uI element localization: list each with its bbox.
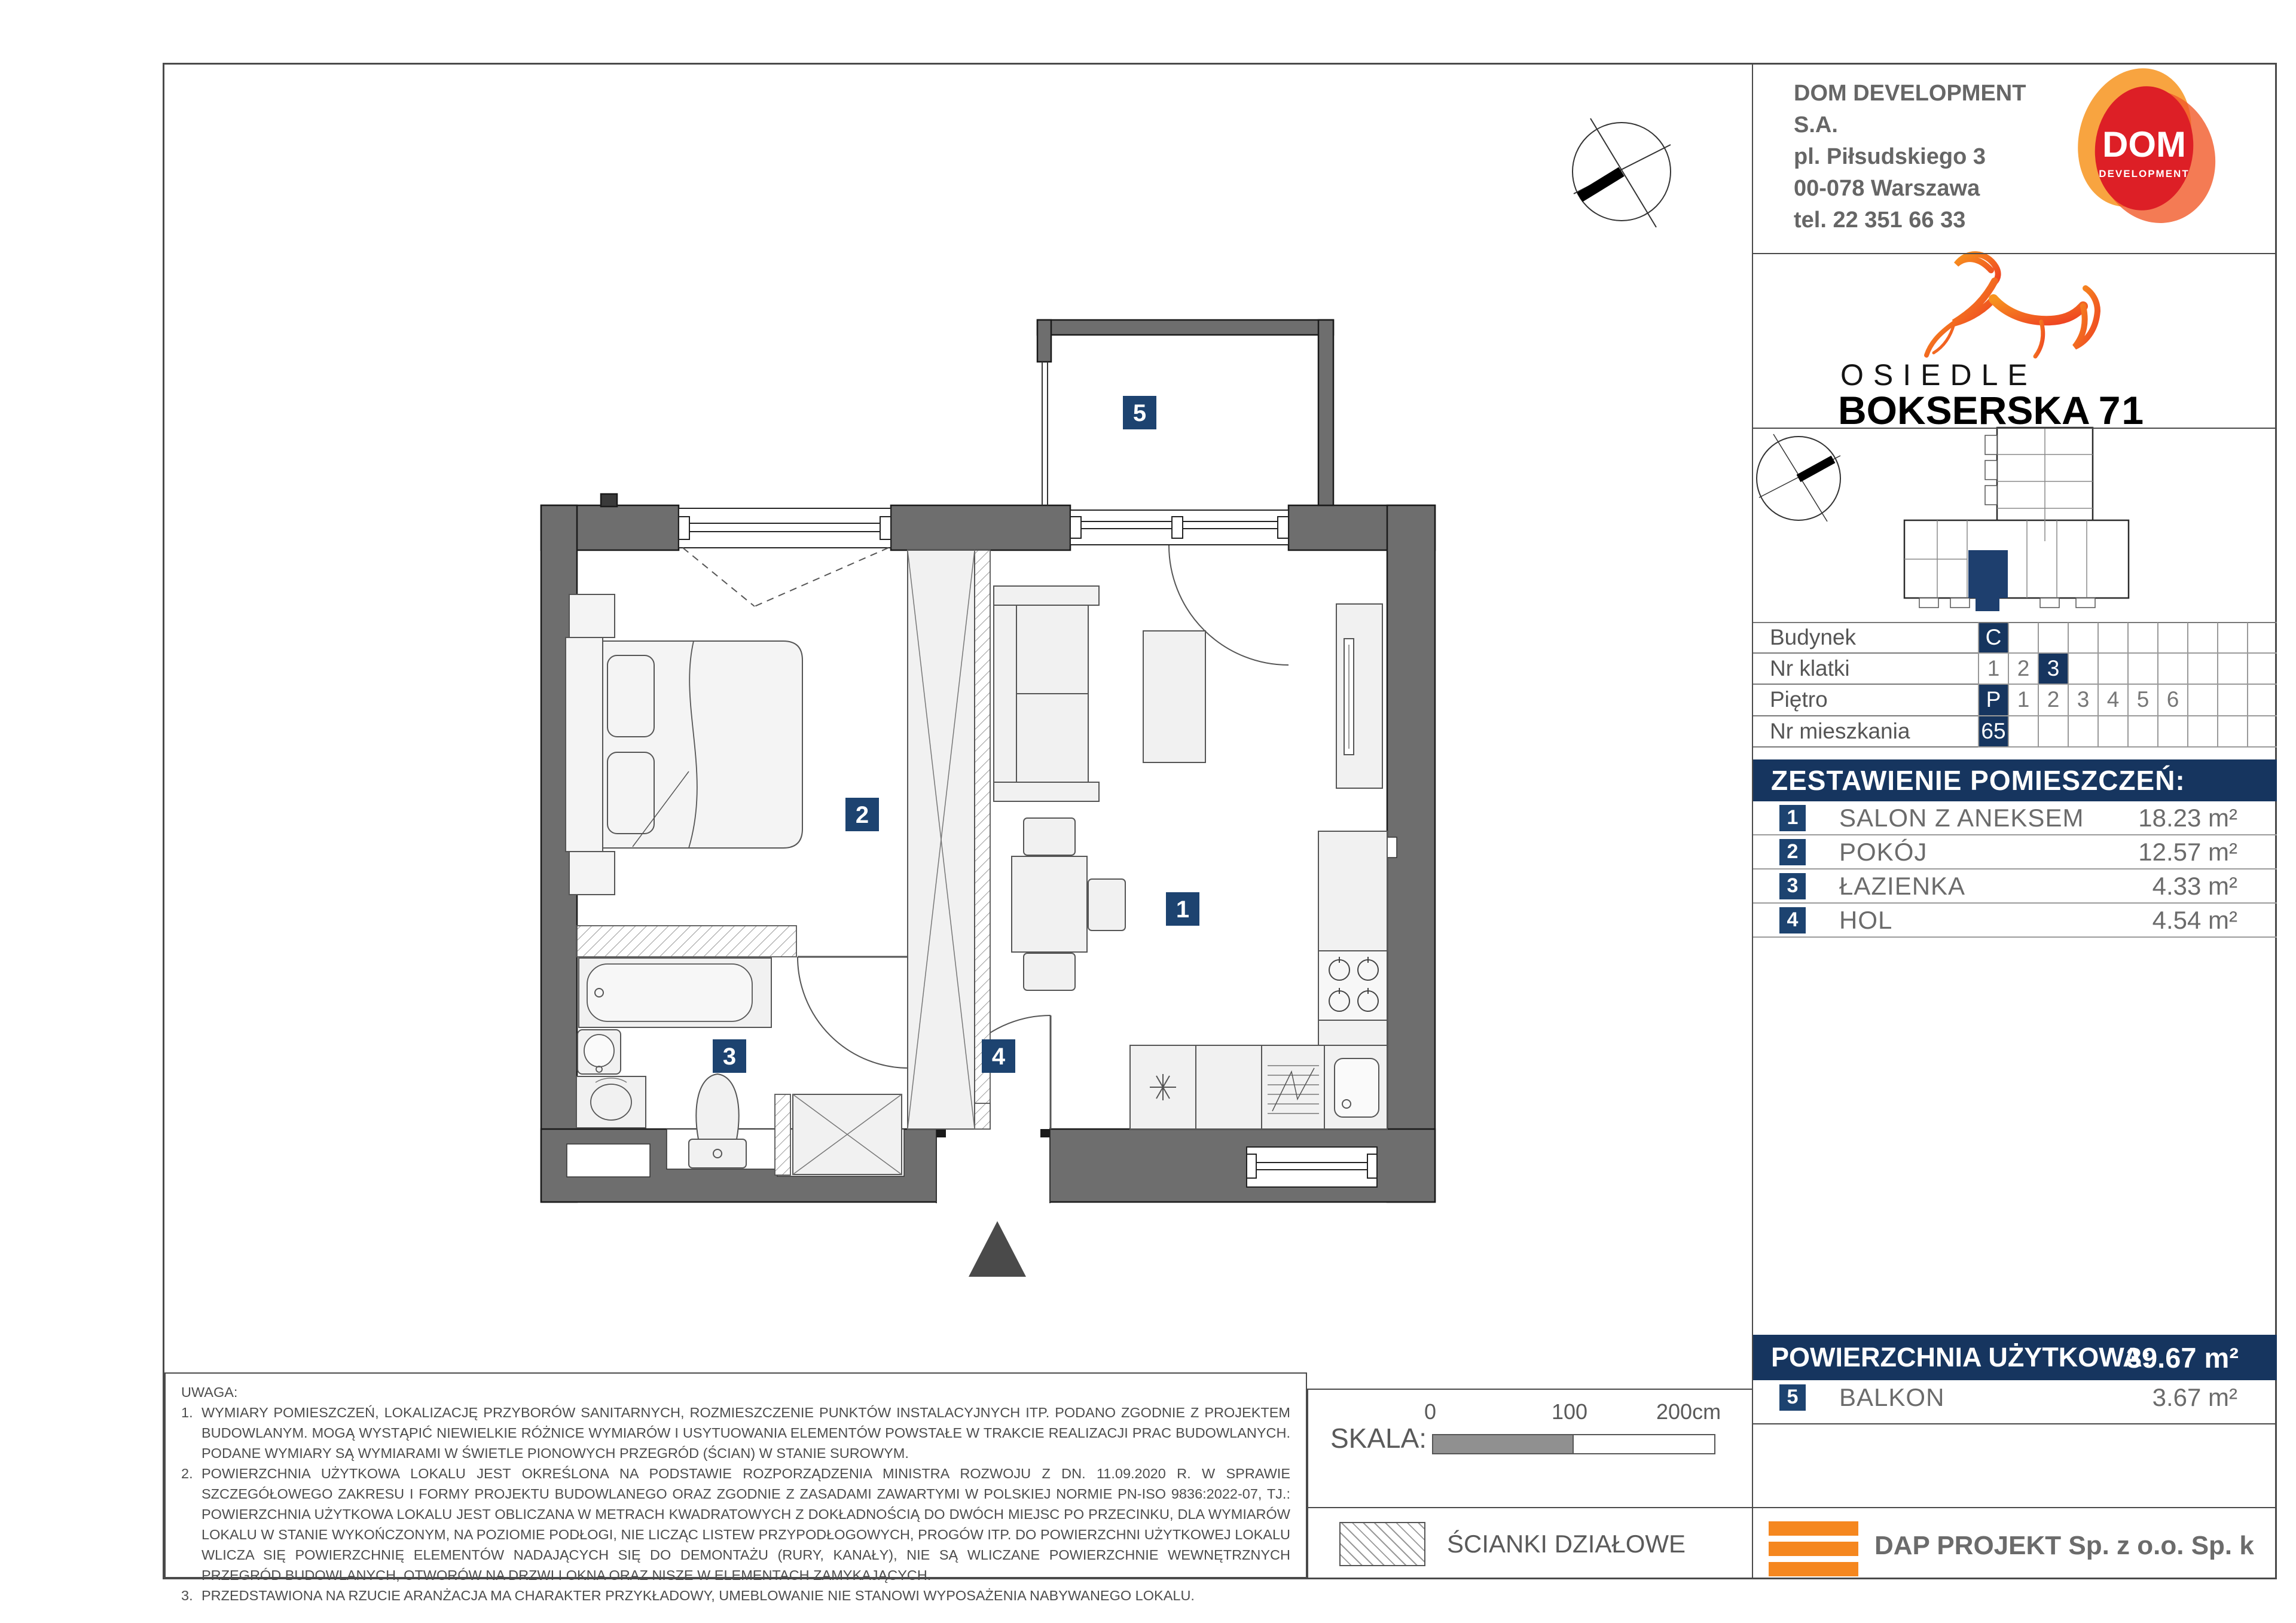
cell-pietro-selected[interactable]: P: [1978, 685, 2008, 716]
scale-label: SKALA:: [1330, 1423, 1427, 1454]
designer-name: DAP PROJEKT Sp. z o.o. Sp. k: [1874, 1531, 2254, 1560]
company-address-2: 00-078 Warszawa: [1794, 176, 1980, 201]
room-area: 12.57 m²: [2138, 837, 2237, 866]
room-area: 4.54 m²: [2152, 905, 2237, 934]
room-area: 18.23 m²: [2138, 803, 2237, 832]
partition-wall-label: ŚCIANKI DZIAŁOWE: [1447, 1530, 1686, 1558]
room-name: HOL: [1839, 905, 1893, 934]
room-name: SALON Z ANEKSEM: [1839, 803, 2084, 832]
company-phone: tel. 22 351 66 33: [1794, 208, 1966, 233]
balcony-row: [1753, 1380, 2277, 1414]
svg-text:4: 4: [991, 1044, 1006, 1070]
rooms-header: ZESTAWIENIE POMIESZCZEŃ:: [1753, 759, 2277, 801]
room-area: 4.33 m²: [2152, 871, 2237, 900]
svg-text:1: 1: [1176, 896, 1190, 923]
cell-klatka-selected[interactable]: 3: [2038, 654, 2068, 685]
dap-logo: [1769, 1521, 1858, 1576]
room-no-badge: 3: [1779, 873, 1806, 899]
scale-tick-100: 100: [1552, 1399, 1588, 1424]
cell-mieszkanie-nr[interactable]: 65: [1978, 716, 2008, 748]
balcony-name: BALKON: [1839, 1383, 1945, 1411]
project-number: 71: [2098, 388, 2145, 432]
company-name: DOM DEVELOPMENT S.A.: [1794, 81, 2026, 138]
project-prefix: OSIEDLE: [1840, 358, 2037, 392]
scale-tick-200: 200cm: [1656, 1399, 1721, 1424]
svg-text:5: 5: [1132, 400, 1147, 426]
notes-title: UWAGA:: [181, 1384, 238, 1400]
svg-text:3: 3: [722, 1044, 737, 1070]
note-item: 1. WYMIARY POMIESZCZEŃ, LOKALIZACJĘ PRZYBORÓW SANITARNYCH, ROZMIESZCZENIE PUNKTÓW INSTALACYJNYCH ITP. PODANO ZGODNIE Z PROJEKTEM BUDOWLANYM. MOGĄ WYSTĄPIĆ NIEWIELKIE RÓŻNICE WYMIARÓW I USYTUOWANIA ELEMENTÓW POWSTAŁE W TRAKCIE REALIZACJI PRAC BUDOWLANYCH. PODANE WYMIARY SĄ WYMIARAMI W ŚWIETLE PIONOWYCH PRZEGRÓD (ŚCIAN) W STANIE SUROWYM.: [181, 1405, 1290, 1461]
room-row-lazienka: [1753, 870, 2277, 904]
row-label-pietro: Piętro: [1753, 685, 1978, 716]
total-area-header: [1753, 1335, 2277, 1380]
balcony-area: 3.67 m²: [2152, 1383, 2237, 1411]
company-block: [1794, 78, 2075, 236]
separator-balcony: [1753, 1423, 2277, 1424]
notes-panel: [164, 1372, 1307, 1603]
cell-budynek-c[interactable]: C: [1978, 622, 2008, 654]
room-name: ŁAZIENKA: [1839, 871, 1966, 900]
scale-bar-filled: [1432, 1434, 1575, 1454]
room-row-hol: [1753, 904, 2277, 938]
room-no-badge: 4: [1779, 907, 1806, 933]
total-area-label: POWIERZCHNIA UŻYTKOWA:: [1771, 1342, 2151, 1372]
row-label-mieszkanie: Nr mieszkania: [1753, 716, 1978, 748]
scale-bar-empty: [1573, 1434, 1715, 1454]
dom-logo-text: DOM: [2102, 124, 2186, 164]
project-name: BOKSERSKA 71: [1838, 388, 2145, 432]
separator-designer: [1753, 1507, 2277, 1508]
room-name: POKÓJ: [1839, 837, 1928, 866]
note-item: 2. POWIERZCHNIA UŻYTKOWA LOKALU JEST OKREŚLONA NA PODSTAWIE ROZPORZĄDZENIA MINISTRA ROZWOJU Z DN. 11.09.2020 R. W SPRAWIE SZCZEGÓŁOWEGO ZAKRESU I FORMY PROJEKTU BUDOWLANEGO ORAZ ZGODNIE Z ZASADAMI ZAWARTYMI W POLSKIEJ NORMIE PN-ISO 9836:2022-07, TJ.: POWIERZCHNIA UŻYTKOWA LOKALU JEST OBLICZANA W METRACH KWADRATOWYCH Z DOKŁADNOŚCIĄ DO DWÓCH MIEJSC PO PRZECINKU, DLA WYMIARÓW LOKALU W STANIE WYKOŃCZONYM, NA POZIOMIE PODŁOGI, NIE LICZĄC LISTEW PRZYPODŁOGOWYCH, PROGÓW ITP. DO POWIERZCHNI UŻYTKOWEJ LOKALU WLICZA SIĘ POWIERZCHNIĘ ELEMENTÓW NADAJĄCYCH SIĘ DO DEMONTAŻU (RURY, KANAŁY), NIE SĄ WLICZANE POWIERZCHNIE WEWNĘTRZNYCH PRZEGRÓD BUDOWLANYCH, OTWORÓW NA DRZWI I OKNA ORAZ NISZE W ELEMENTACH ZAMYKAJĄCYCH.: [181, 1466, 1290, 1583]
room-no-badge: 2: [1779, 839, 1806, 865]
room-row-pokoj: [1753, 835, 2277, 870]
partition-wall-swatch: [1339, 1522, 1425, 1566]
row-label-budynek: Budynek: [1753, 622, 1978, 654]
company-address-1: pl. Piłsudskiego 3: [1794, 144, 1986, 169]
room-row-salon: [1753, 801, 2277, 835]
row-label-klatka: Nr klatki: [1753, 654, 1978, 685]
dom-logo-subtext: DEVELOPMENT: [2099, 168, 2190, 179]
balcony-no-badge: 5: [1779, 1384, 1806, 1411]
total-area-value: 39.67 m²: [2126, 1341, 2239, 1374]
location-info-table: Budynek C Nr klatki 1 2 3 Piętro P 1 2 3 4 5 6 Nr mieszkania 65: [1753, 622, 2277, 748]
separator-company: [1753, 253, 2277, 254]
room-no-badge: 1: [1779, 805, 1806, 831]
separator-logo: [1753, 428, 2277, 429]
note-item: 3. PRZEDSTAWIONA NA RZUCIE ARANŻACJA MA CHARAKTER PRZYKŁADOWY, UMEBLOWANIE NIE STANOWI WYPOSAŻENIA NABYWANEGO LOKALU.: [181, 1588, 1195, 1603]
svg-text:2: 2: [855, 802, 869, 828]
scale-tick-0: 0: [1424, 1399, 1437, 1424]
